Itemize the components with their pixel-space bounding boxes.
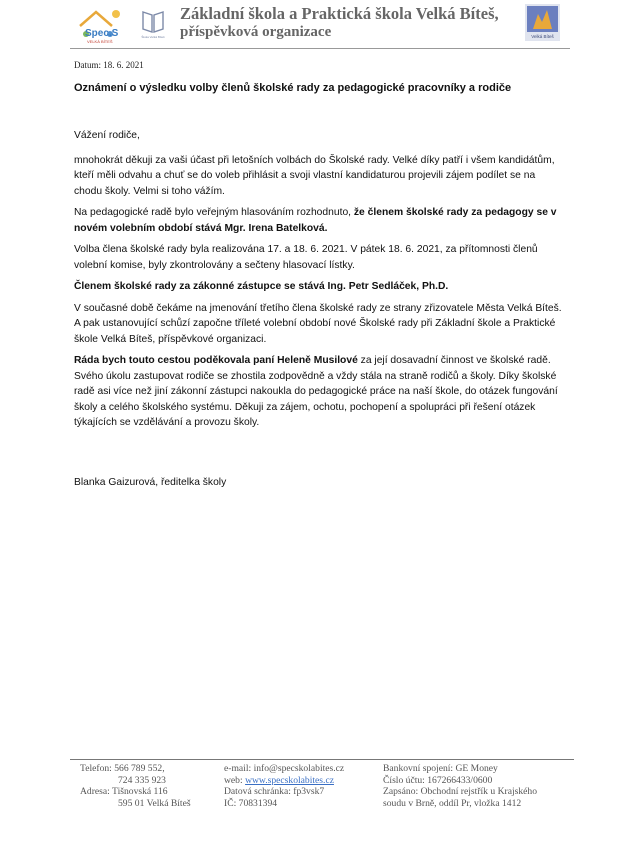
paragraph-pedagogue-result <box>74 205 564 236</box>
footer-court: soudu v Brně, oddíl Pr, vložka 1412 <box>383 797 522 809</box>
logo-mid-text: Škola Velká Bíteš <box>141 35 165 39</box>
footer-phone: Telefon: 566 789 552, <box>80 763 165 774</box>
footer-registered: Zapsáno: Obchodní rejstřík u Krajského <box>383 786 537 798</box>
letter-body <box>74 128 564 437</box>
logo-left-subtext: VELKÁ BÍTEŠ <box>87 39 113 44</box>
letterhead <box>70 2 570 46</box>
paragraph-parent-result <box>74 279 564 295</box>
paragraph-pedagogue-bold: že členem školské rady za pedagogy se v novém volebním období stává Mgr. Irena Batelková. <box>74 207 557 234</box>
footer-address-2: 595 01 Velká Bíteš <box>118 797 191 809</box>
paragraph-acknowledgement <box>74 353 564 431</box>
footer-ic: IČ: 70831394 <box>224 797 278 809</box>
signature: Blanka Gaizurová, ředitelka školy <box>74 477 227 488</box>
footer-web-label: web: <box>224 774 246 786</box>
footer-address: Adresa: Tišnovská 116 <box>80 786 168 798</box>
footer-web-link[interactable]: www.specskolabites.cz <box>245 774 334 786</box>
logo-left-text: Spec.S <box>85 28 119 39</box>
acknowledgement-bold: Ráda bych touto cestou poděkovala paní Heleně Musilové <box>74 355 358 366</box>
footer-divider <box>70 759 574 760</box>
header-divider <box>70 48 570 49</box>
school-logo-spec-s <box>76 6 126 44</box>
paragraph-pedagogue-text: Na pedagogické radě bylo veřejným hlasováním rozhodnuto, <box>74 207 354 218</box>
footer-email: e-mail: info@specskolabites.cz <box>224 763 345 774</box>
paragraph-election-details: Volba člena školské rady byla realizována 17. a 18. 6. 2021. V pátek 18. 6. 2021, za přítomnosti členů volební komise, byly zkontrolovány a sečteny hlasovací lístky. <box>74 244 538 271</box>
footer-phone-2: 724 335 923 <box>118 774 166 786</box>
document-date: Datum: 18. 6. 2021 <box>74 60 144 70</box>
town-logo <box>525 4 560 41</box>
footer-contact <box>80 763 191 809</box>
footer-web <box>224 775 344 787</box>
footer-bank-name: Bankovní spojení: GE Money <box>383 763 498 774</box>
document-title: Oznámení o výsledku volby členů školské rady za pedagogické pracovníky a rodiče <box>74 82 512 94</box>
school-name-line1: Základní škola a Praktická škola Velká Bíteš, <box>180 4 499 23</box>
school-name-line2: příspěvková organizace <box>180 24 332 40</box>
footer-online <box>224 763 344 809</box>
paragraph-thanks: mnohokrát děkuji za vaši účast při letošních volbách do Školské rady. Velké díky patří i všem kandidátům, kteří měli odvahu a chuť se do voleb přihlásit a svoji vlastní kandidaturou projevili zájem podílet se na chodu školy. Velmi si toho vážím. <box>74 154 555 197</box>
paragraph-third-member: V současné době čekáme na jmenování třetího člena školské rady ze strany zřizovatele Města Velká Bíteš. A pak ustanovující schůzí započne tříleté volební období nové Školské rady při Základní škole a Praktické škole Velká Bíteš, příspěvkové organizaci. <box>74 302 562 345</box>
parent-result-bold: Členem školské rady za zákonné zástupce se stává Ing. Petr Sedláček, Ph.D. <box>74 281 449 292</box>
salutation: Vážení rodiče, <box>74 130 140 141</box>
footer-bank <box>383 763 537 809</box>
school-name <box>180 4 499 42</box>
footer-databox: Datová schránka: fp3vsk7 <box>224 786 325 798</box>
logo-right-text: Velká Bíteš <box>531 34 554 39</box>
school-logo-book <box>140 8 166 42</box>
acknowledgement-text: za její dosavadní činnost ve školské radě. Svého úkolu zastupovat rodiče se zhostila zodpovědně a vždy stála na straně rodičů a školy. Díky školské radě asi více než jiní zákonní zástupci nakoukla do pedagogické práce na naší škole, do otázek fungování školy a celého školského systému. Děkuji za zájem, ochotu, pochopení a spolupráci při řešení otázek týkajících se vzdělávání a provozu školy. <box>74 355 558 428</box>
footer-account: Číslo účtu: 167266433/0600 <box>383 774 493 786</box>
